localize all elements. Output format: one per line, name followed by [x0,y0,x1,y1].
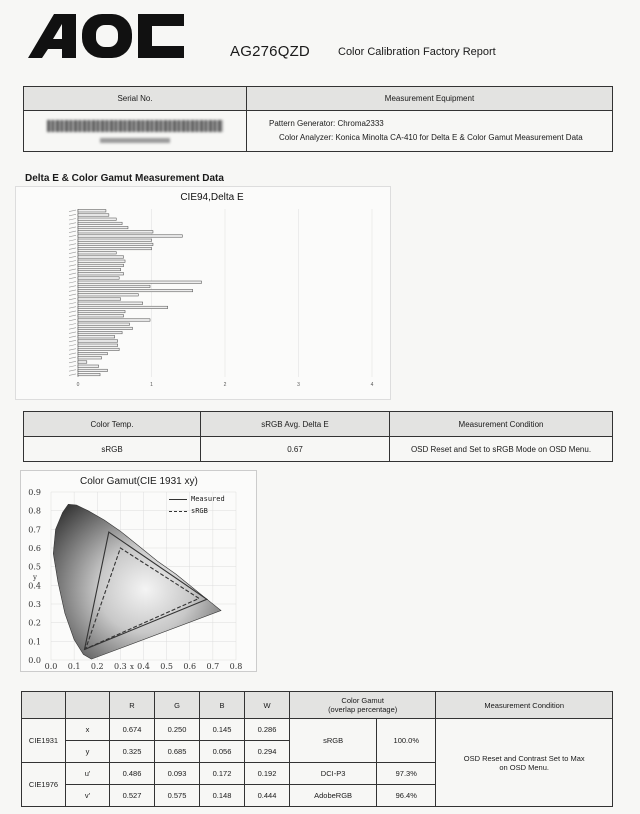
delta-bar [78,235,182,237]
row-label: u' [66,763,110,785]
equipment-details [247,111,613,152]
delta-category-label [69,298,76,300]
condition-line1: OSD Reset and Contrast Set to Max [463,753,585,763]
color-coordinate-table [21,691,613,807]
cell: 0.444 [245,785,290,807]
legend-srgb-label: sRGB [191,507,208,515]
delta-bar [78,310,125,312]
delta-category-label [69,256,76,258]
gamut-header-line1: Color Gamut [341,696,384,705]
delta-category-label [69,307,76,309]
delta-category-label [69,235,76,237]
delta-category-label [69,340,76,342]
gamut-chart-title: Color Gamut(CIE 1931 xy) [80,476,198,487]
avg-delta-header: sRGB Avg. Delta E [201,412,390,437]
cell: 0.486 [110,763,155,785]
report-title: Color Calibration Factory Report [338,46,496,58]
condition-value: OSD Reset and Set to sRGB Mode on OSD Menu. [390,437,613,462]
delta-bar [78,226,128,228]
row-label: x [66,719,110,741]
gamut-x-axis-label: x [129,663,134,671]
delta-category-label [69,353,76,355]
condition-text [436,719,613,807]
delta-bar [78,260,125,262]
gamut-x-tick: 0.4 [137,662,150,671]
delta-category-label [69,311,76,313]
cell: 0.056 [200,741,245,763]
delta-bar [78,210,106,212]
gamut-y-tick: 0.2 [28,618,41,628]
delta-bar [78,369,107,371]
delta-bar [78,323,129,325]
delta-bar [78,256,124,258]
delta-category-label [69,328,76,330]
delta-bar [78,222,122,224]
serial-header: Serial No. [24,87,247,111]
color-analyzer: Color Analyzer: Konica Minolta CA-410 for Delta E & Color Gamut Measurement Data [279,133,583,142]
cell: 0.674 [110,719,155,741]
delta-category-label [69,248,76,250]
col-w: W [245,692,290,719]
delta-e-chart [15,186,391,400]
avg-delta-value: 0.67 [201,437,390,462]
gamut-y-tick: 0.0 [28,656,41,665]
delta-tick-label: 1 [150,382,153,388]
delta-category-label [69,227,76,229]
gamut-x-tick: 0.1 [67,662,81,671]
delta-bar [78,302,143,304]
solid-line-swatch [169,499,187,500]
section-title: Delta E & Color Gamut Measurement Data [25,173,224,184]
gamut-x-tick: 0.3 [114,662,127,671]
summary-table [23,411,613,462]
serial-number-redacted [24,111,247,152]
cell: 0.250 [155,719,200,741]
gamut-name: AdobeRGB [290,785,377,807]
delta-category-label [69,265,76,267]
delta-category-label [69,366,76,368]
gamut-y-tick: 0.7 [28,525,41,535]
delta-category-label [69,273,76,275]
delta-bar [78,306,168,308]
delta-category-label [69,324,76,326]
gamut-y-tick: 0.3 [28,600,41,609]
delta-bar [78,264,124,266]
col-b: B [200,692,245,719]
delta-bar [78,277,119,279]
redacted-serial-text [100,138,170,143]
delta-tick-label: 4 [370,382,374,388]
cell: 0.575 [155,785,200,807]
cell: 0.093 [155,763,200,785]
delta-bar [78,315,124,317]
delta-tick-label: 0 [76,382,80,388]
delta-bar [78,289,193,291]
dashed-line-swatch [169,511,187,512]
gamut-y-tick: 0.8 [28,506,41,516]
delta-category-label [69,370,76,372]
delta-bar [78,281,201,283]
delta-bar [78,218,116,220]
pattern-generator: Pattern Generator: Chroma2333 [269,119,384,128]
delta-category-label [69,294,76,296]
delta-category-label [69,286,76,288]
delta-bar [78,319,150,321]
cell: 0.685 [155,741,200,763]
delta-bar [78,239,152,241]
delta-tick-label: 2 [223,382,227,388]
cell: 0.148 [200,785,245,807]
gamut-name: DCI-P3 [290,763,377,785]
delta-category-label [69,345,76,347]
delta-category-label [69,210,76,212]
delta-bar [78,243,153,245]
delta-category-label [69,219,76,221]
cell: 0.527 [110,785,155,807]
delta-category-label [69,361,76,363]
delta-bar [78,294,138,296]
condition-line2: on OSD Menu. [499,762,549,772]
group-cie1931: CIE1931 [22,719,66,763]
gamut-value: 100.0% [377,719,436,763]
delta-category-label [69,374,76,376]
gamut-header-line2: (overlap percentage) [328,705,398,714]
gamut-x-tick: 0.7 [206,662,220,671]
delta-bar [78,336,115,338]
delta-bar [78,214,109,216]
delta-category-label [69,231,76,233]
gamut-header [290,692,436,719]
delta-bar [78,231,153,233]
row-label: v' [66,785,110,807]
delta-category-label [69,240,76,242]
cell: 0.325 [110,741,155,763]
delta-category-label [69,244,76,246]
gamut-x-tick: 0.8 [229,662,243,671]
delta-category-label [69,319,76,321]
delta-bar [78,285,150,287]
gamut-y-axis-label: y [33,573,37,582]
delta-bar [78,361,87,363]
gamut-x-tick: 0.5 [160,662,173,671]
gamut-y-tick: 0.5 [28,562,41,572]
cell: 0.192 [245,763,290,785]
legend-measured-label: Measured [191,495,225,503]
delta-bar [78,357,102,359]
group-cie1976: CIE1976 [22,763,66,807]
gamut-value: 96.4% [377,785,436,807]
serial-equipment-table [23,86,613,152]
gamut-x-tick: 0.6 [183,662,197,671]
delta-bar [78,373,100,375]
blank-header [22,692,66,719]
delta-bar [78,252,116,254]
cell: 0.286 [245,719,290,741]
delta-bar [78,365,99,367]
legend-measured [169,493,225,505]
condition-header: Measurement Condition [436,692,613,719]
delta-category-label [69,357,76,359]
gamut-x-tick: 0.0 [44,662,58,671]
spectral-locus [53,504,221,659]
gamut-x-tick: 0.2 [90,662,104,671]
delta-category-label [69,282,76,284]
delta-category-label [69,277,76,279]
blank-header [66,692,110,719]
delta-category-label [69,214,76,216]
col-g: G [155,692,200,719]
row-label: y [66,741,110,763]
gamut-name: sRGB [290,719,377,763]
model-number: AG276QZD [230,43,310,60]
delta-bar [78,268,121,270]
delta-category-label [69,261,76,263]
delta-category-label [69,315,76,317]
cell: 0.145 [200,719,245,741]
gamut-y-tick: 0.4 [28,581,41,591]
redacted-barcode [47,120,223,132]
delta-bar [78,344,118,346]
gamut-legend [169,493,225,517]
gamut-value: 97.3% [377,763,436,785]
delta-tick-label: 3 [297,382,300,388]
color-temp-value: sRGB [24,437,201,462]
delta-bar [78,340,118,342]
cell: 0.172 [200,763,245,785]
delta-category-label [69,269,76,271]
cell: 0.294 [245,741,290,763]
delta-bar [78,298,121,300]
gamut-y-tick: 0.1 [28,637,41,647]
aoc-logo [24,10,189,62]
delta-bar [78,327,132,329]
delta-category-label [69,336,76,338]
delta-category-label [69,290,76,292]
legend-srgb [169,505,225,517]
delta-chart-title: CIE94,Delta E [180,192,244,203]
condition-header: Measurement Condition [390,412,613,437]
delta-bar [78,247,152,249]
gamut-y-tick: 0.9 [28,488,41,497]
color-temp-header: Color Temp. [24,412,201,437]
delta-category-label [69,332,76,334]
delta-bar [78,331,122,333]
delta-category-label [69,252,76,254]
delta-category-label [69,303,76,305]
delta-category-label [69,349,76,351]
delta-bar [78,348,119,350]
gamut-y-tick: 0.6 [28,544,41,553]
col-r: R [110,692,155,719]
delta-bar [78,352,107,354]
equipment-header: Measurement Equipment [247,87,613,111]
delta-category-label [69,223,76,225]
delta-bar [78,273,124,275]
